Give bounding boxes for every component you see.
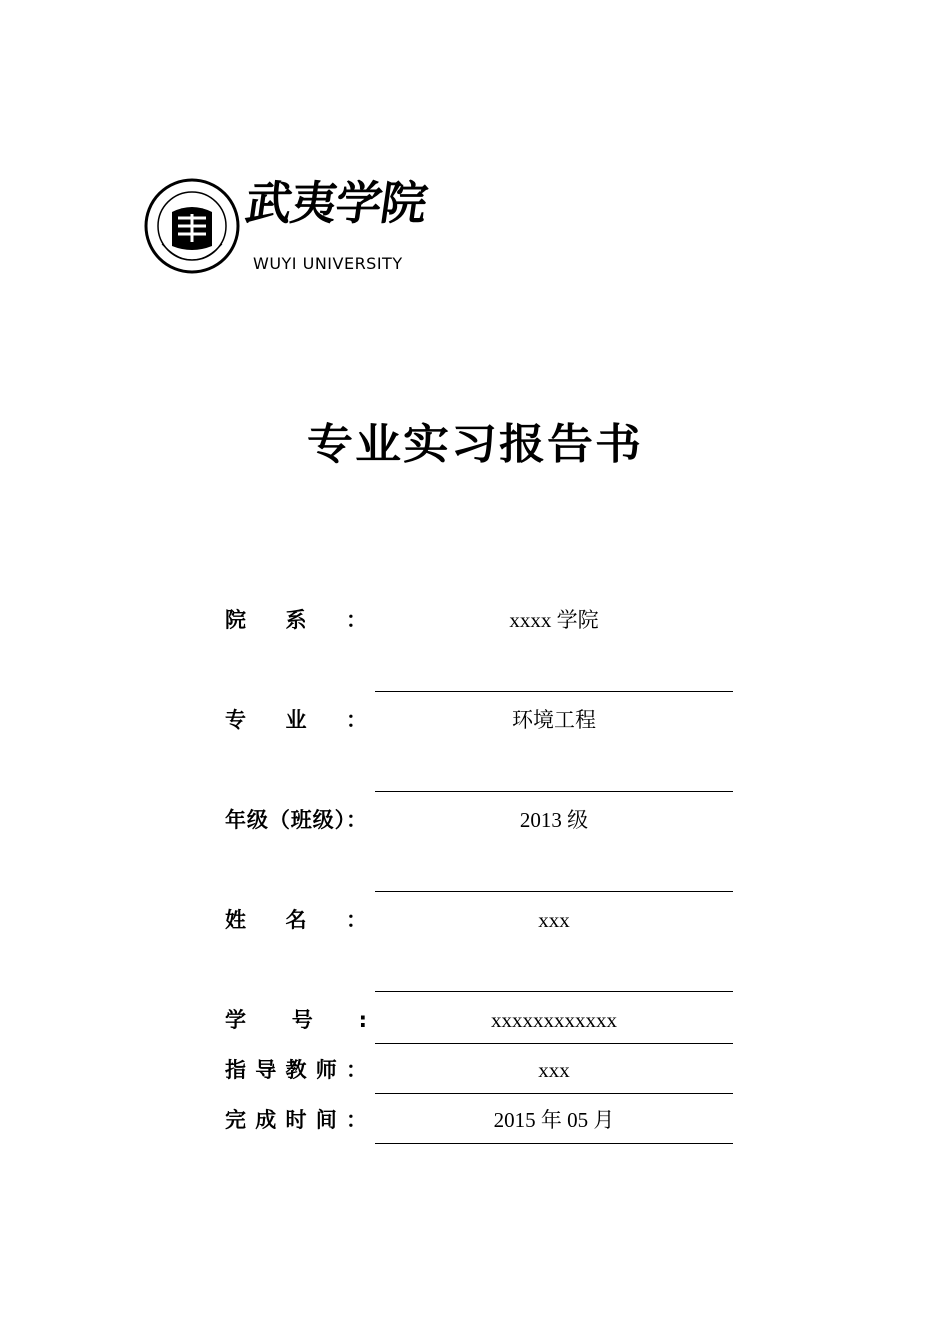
name-label: 姓名：: [225, 908, 367, 932]
form-row-major: [225, 695, 735, 795]
university-logo: [142, 176, 462, 276]
form-row-advisor: [225, 1045, 735, 1095]
grade-label: 年级（班级）：: [225, 808, 367, 832]
major-label: 专业：: [225, 708, 367, 732]
department-label: 院系：: [225, 608, 367, 632]
form-row-student-id: [225, 995, 735, 1045]
major-value: 环境工程: [375, 695, 733, 792]
grade-value: 2013 级: [375, 795, 733, 892]
name-value: xxx: [375, 895, 733, 992]
form-row-grade: [225, 795, 735, 895]
student-id-label: 学号:: [225, 1008, 367, 1032]
report-title: 专业实习报告书: [307, 418, 643, 469]
department-value: xxxx 学院: [375, 595, 733, 692]
report-info-form: [225, 595, 735, 1145]
completion-date-label: 完成时间：: [225, 1108, 367, 1132]
form-row-department: [225, 595, 735, 695]
advisor-value: xxx: [375, 1045, 733, 1094]
logo-chinese-name: 武夷学院: [242, 176, 430, 230]
completion-date-value: 2015 年 05 月: [375, 1095, 733, 1144]
advisor-label: 指导教师：: [225, 1058, 367, 1082]
form-row-name: [225, 895, 735, 995]
form-row-completion-date: [225, 1095, 735, 1145]
logo-english-name: WUYI UNIVERSITY: [253, 254, 403, 273]
university-seal-icon: [142, 176, 242, 276]
student-id-value: xxxxxxxxxxxx: [375, 995, 733, 1044]
